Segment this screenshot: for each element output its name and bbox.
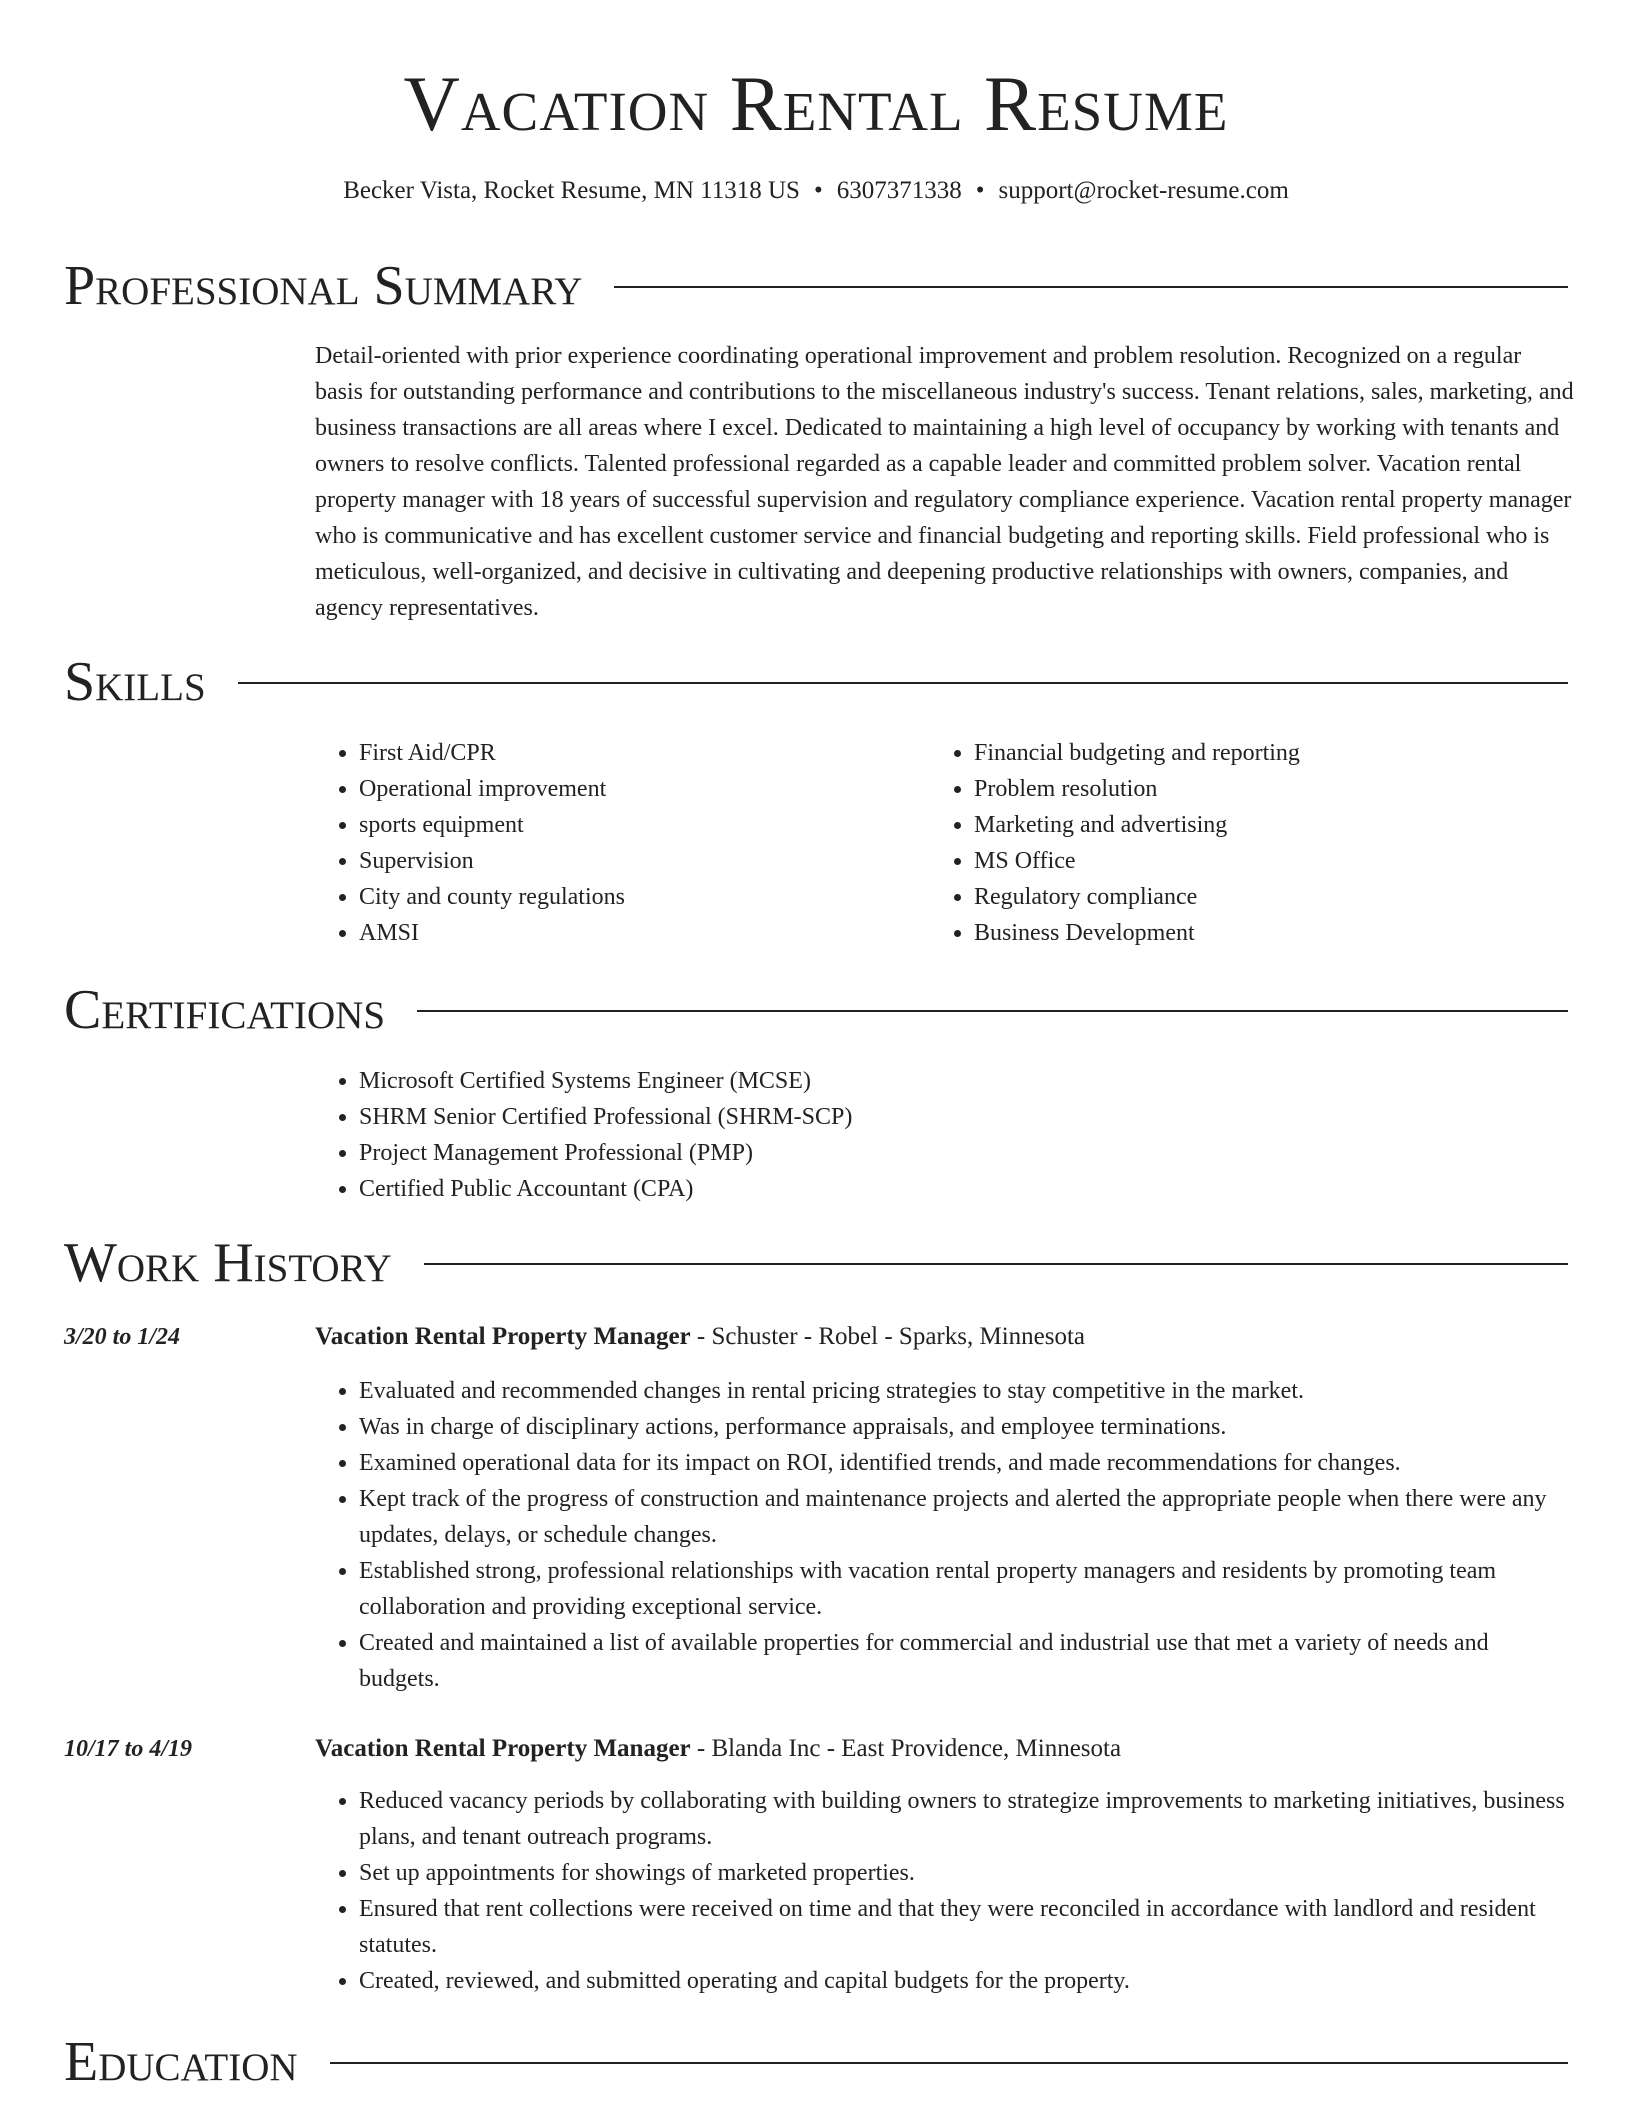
job-employer: - Schuster - Robel - Sparks, Minnesota	[690, 1323, 1086, 1350]
section-header-work-history	[64, 1233, 1568, 1293]
certifications-list	[315, 1063, 1575, 1207]
summary-text: Detail-oriented with prior experience coordinating operational improvement and problem resolution. Recognized on a regular basis for outstanding performance and contributions to the miscellaneous industry's success. Tenant relations, sales, marketing, and business transactions are all areas where I excel. Dedicated to maintaining a high level of occupancy by working with tenants and owners to resolve conflicts. Talented professional regarded as a capable leader and committed problem solver. Vacation rental property manager with 18 years of successful supervision and regulatory compliance experience. Vacation rental property manager who is communicative and has excellent customer service and financial budgeting and reporting skills. Field professional who is meticulous, well-organized, and decisive in cultivating and deepening productive relationships with owners, companies, and agency representatives.	[315, 343, 1574, 621]
section-divider	[417, 1010, 1568, 1012]
job-role: Vacation Rental Property Manager	[315, 1323, 691, 1350]
job-heading	[315, 1319, 1575, 1355]
job-heading	[315, 1731, 1575, 1767]
job-duty-item: • Kept track of the progress of construction and maintenance projects and alerted the appropriate people when there were any updates, delays, or schedule changes.	[359, 1481, 1575, 1553]
skill-item: • Financial budgeting and reporting	[974, 735, 1570, 771]
job-dates: 10/17 to 4/19	[64, 1736, 193, 1762]
job-role: Vacation Rental Property Manager	[315, 1735, 691, 1762]
job-duty-item: • Created and maintained a list of available properties for commercial and industrial use that met a variety of needs and budgets.	[359, 1625, 1575, 1697]
job-duty-item: • Set up appointments for showings of marketed properties.	[359, 1855, 1575, 1891]
skill-item: • Regulatory compliance	[974, 879, 1570, 915]
certification-item: • Project Management Professional (PMP)	[359, 1135, 1575, 1171]
skill-item: • City and county regulations	[359, 879, 915, 915]
section-title-skills: Skills	[64, 651, 206, 713]
job-duty-item: • Created, reviewed, and submitted operating and capital budgets for the property.	[359, 1963, 1575, 1999]
section-header-education	[64, 2032, 1568, 2092]
job-duty-item: • Reduced vacancy periods by collaborating with building owners to strategize improvements to marketing initiatives, business plans, and tenant outreach programs.	[359, 1783, 1575, 1855]
section-divider	[614, 286, 1568, 288]
section-divider	[424, 1263, 1568, 1265]
certification-item: • Certified Public Accountant (CPA)	[359, 1171, 1575, 1207]
skill-item: • sports equipment	[359, 807, 915, 843]
job-duty-item: • Evaluated and recommended changes in rental pricing strategies to stay competitive in the market.	[359, 1373, 1575, 1409]
certification-item: • Microsoft Certified Systems Engineer (MCSE)	[359, 1063, 1575, 1099]
section-title-work-history: Work History	[64, 1232, 392, 1294]
section-title-certifications: Certifications	[64, 979, 386, 1041]
section-divider	[330, 2062, 1568, 2064]
contact-separator: •	[813, 177, 823, 204]
job-duty-item: • Examined operational data for its impact on ROI, identified trends, and made recommendations for changes.	[359, 1445, 1575, 1481]
section-header-summary	[64, 256, 1568, 316]
job-duty-item: • Established strong, professional relationships with vacation rental property managers and residents by promoting team collaboration and providing exceptional service.	[359, 1553, 1575, 1625]
job-duties	[315, 1783, 1575, 1999]
section-header-certifications	[64, 980, 1568, 1040]
job-dates: 3/20 to 1/24	[64, 1324, 181, 1350]
skill-item: • AMSI	[359, 915, 915, 951]
section-title-education: Education	[64, 2031, 298, 2093]
job-duty-item: • Was in charge of disciplinary actions, performance appraisals, and employee terminations.	[359, 1409, 1575, 1445]
skill-item: • First Aid/CPR	[359, 735, 915, 771]
contact-line	[0, 174, 1632, 208]
section-divider	[238, 682, 1568, 684]
skills-column-right	[930, 735, 1570, 951]
contact-phone: 6307371338	[836, 177, 962, 204]
contact-separator: •	[975, 177, 985, 204]
section-header-skills	[64, 652, 1568, 712]
contact-email: support@rocket-resume.com	[998, 177, 1289, 204]
page-title: Vacation Rental Resume	[403, 60, 1229, 147]
job-employer: - Blanda Inc - East Providence, Minnesota	[690, 1735, 1122, 1762]
job-duty-item: • Ensured that rent collections were received on time and that they were reconciled in accordance with landlord and resident statutes.	[359, 1891, 1575, 1963]
contact-address: Becker Vista, Rocket Resume, MN 11318 US	[343, 177, 800, 204]
skill-item: • Marketing and advertising	[974, 807, 1570, 843]
section-title-summary: Professional Summary	[64, 255, 583, 317]
skills-column-left	[315, 735, 915, 951]
job-duties	[315, 1373, 1575, 1697]
skill-item: • Supervision	[359, 843, 915, 879]
skill-item: • Business Development	[974, 915, 1570, 951]
skill-item: • Problem resolution	[974, 771, 1570, 807]
skill-item: • MS Office	[974, 843, 1570, 879]
skill-item: • Operational improvement	[359, 771, 915, 807]
certification-item: • SHRM Senior Certified Professional (SHRM-SCP)	[359, 1099, 1575, 1135]
